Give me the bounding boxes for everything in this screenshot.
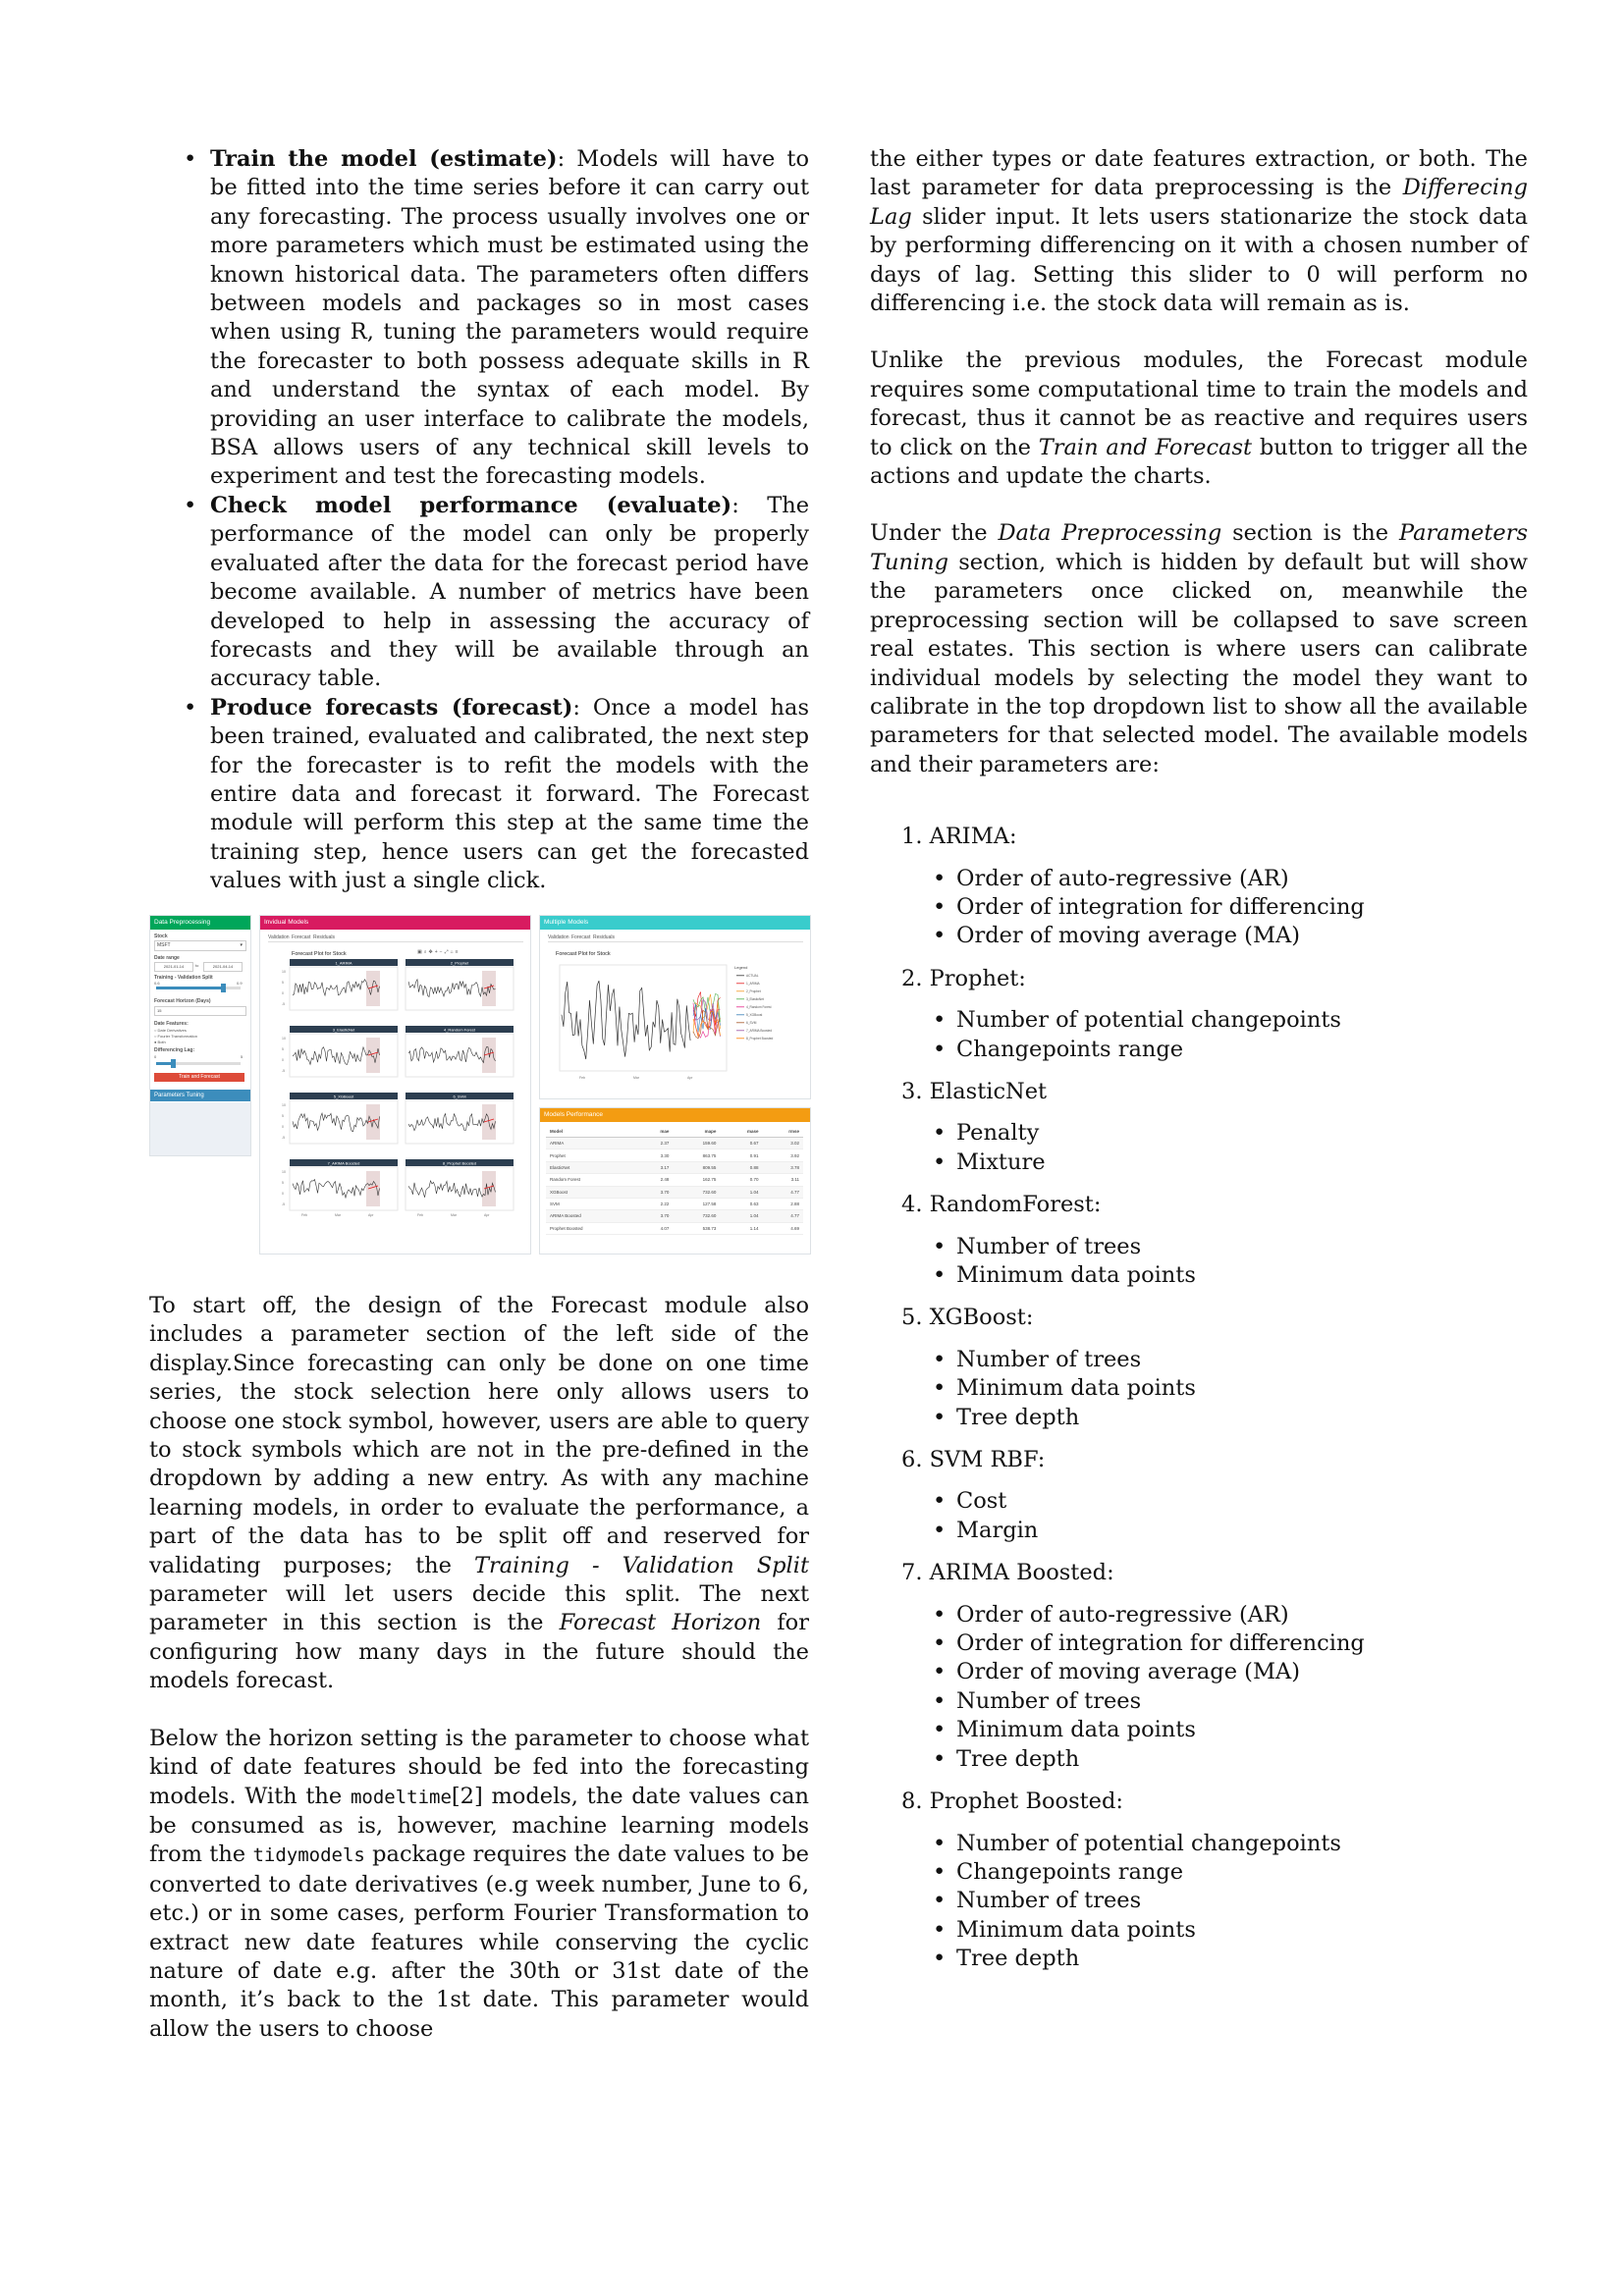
inline-code: tidymodels xyxy=(252,1844,365,1867)
y-tick-label: 5 xyxy=(282,981,284,985)
model-param: • Tree depth xyxy=(956,1945,1528,1973)
model-param: • Minimum data points xyxy=(956,1374,1528,1403)
paragraph-text: Below the horizon setting is the parameter to choose what kind of date features should be fed into the forecasting models. With the xyxy=(149,1725,809,1809)
table-cell: 0.88 xyxy=(720,1161,762,1173)
split-label: Training - Validation Split xyxy=(154,975,213,981)
table-cell: 809.55 xyxy=(673,1161,720,1173)
model-label: 4. RandomForest: xyxy=(901,1192,1102,1218)
autoscale-icon[interactable]: ⤢ xyxy=(444,949,451,955)
parameters-tuning-header[interactable] xyxy=(150,1090,250,1101)
model-param: • Order of moving average (MA) xyxy=(956,922,1528,950)
date-feature-label: Both xyxy=(157,1040,166,1044)
split-max-label: 0.9 xyxy=(237,981,243,986)
tab-validation[interactable]: Validation xyxy=(268,934,290,940)
model-label: 1. ARIMA: xyxy=(901,824,1017,850)
model-param: • Minimum data points xyxy=(956,1916,1528,1945)
model-params-list xyxy=(901,1487,1528,1545)
column-header[interactable]: rmse xyxy=(763,1126,803,1138)
split-slider-handle[interactable] xyxy=(221,984,226,992)
panel-header: Data Preprocessing xyxy=(150,916,250,930)
facet-plot-area xyxy=(406,1100,514,1144)
paragraph xyxy=(870,145,1528,318)
panel-header: Multiple Models xyxy=(540,916,810,930)
table-cell: 162.75 xyxy=(673,1174,720,1186)
paragraph-text: section is the xyxy=(1221,520,1399,547)
model-param: • Penalty xyxy=(956,1119,1528,1148)
date-feature-label: Date Derivatives xyxy=(157,1028,187,1033)
models-performance-panel xyxy=(539,1107,811,1255)
bullet-heading: Produce forecasts (forecast) xyxy=(210,694,573,721)
y-tick-label: 10 xyxy=(282,1037,286,1041)
table-cell: 127.58 xyxy=(673,1198,720,1209)
table-row xyxy=(546,1149,803,1161)
paragraph xyxy=(149,1292,809,1696)
model-param: • Order of auto-regressive (AR) xyxy=(956,1601,1528,1629)
stock-select[interactable] xyxy=(154,940,246,951)
table-cell: 3.30 xyxy=(636,1149,674,1161)
radio-icon: ○ xyxy=(154,1034,158,1039)
stock-label: Stock xyxy=(154,934,168,939)
data-preprocessing-panel xyxy=(149,915,251,1156)
paragraph-text: for configuring how many days in the future should the models forecast. xyxy=(149,1610,809,1694)
table-cell: 1.04 xyxy=(720,1186,762,1198)
facet-label: 2_Prophet xyxy=(450,960,469,966)
table-row xyxy=(546,1186,803,1198)
zoom-in-icon[interactable]: + xyxy=(434,949,440,955)
table-row xyxy=(546,1138,803,1149)
tab-forecast[interactable]: Forecast xyxy=(292,934,311,940)
bullet-text: : The performance of the model can only be properly evaluated after the data for the forecast period have become available. A number of metrics have been developed to help in assessing the accuracy of forecasts and they will be available through an accuracy table. xyxy=(210,492,810,692)
facet-plot-area xyxy=(290,1100,398,1144)
model-param: • Number of potential changepoints xyxy=(956,1830,1528,1858)
table-cell: 538.73 xyxy=(673,1222,720,1234)
panel-header: Invidual Models xyxy=(260,916,530,930)
x-tick-label: Mar xyxy=(633,1076,640,1080)
legend-entry: 1_ARIMA xyxy=(746,982,760,986)
legend-entry: 4_Random Forest xyxy=(746,1005,772,1009)
tab-forecast[interactable]: Forecast xyxy=(571,934,591,940)
table-cell: 3.17 xyxy=(636,1161,674,1173)
x-tick-label: Feb xyxy=(579,1076,586,1080)
differencing-lag-label: Differencing Lag: xyxy=(154,1047,195,1053)
paragraph-text: slider input. It lets users stationarize the stock data by performing differencing on it with a chosen number of days of lag. Setting this slider to 0 will perform no differencing i.e. the stock data will remain as is. xyxy=(870,203,1528,317)
compare-icon[interactable]: ≡ xyxy=(455,949,460,955)
model-label: 2. Prophet: xyxy=(901,965,1026,991)
table-header-row xyxy=(546,1126,803,1138)
radio-icon: ○ xyxy=(154,1028,158,1033)
split-slider-fill xyxy=(156,987,224,989)
legend-entry: ACTUAL xyxy=(746,974,759,978)
model-param: • Order of integration for differencing xyxy=(956,1629,1528,1658)
table-cell: 4.69 xyxy=(763,1222,803,1234)
table-cell: 1.04 xyxy=(720,1210,762,1222)
paragraph xyxy=(149,1725,809,2044)
table-cell: 3.92 xyxy=(763,1149,803,1161)
model-param: • Changepoints range xyxy=(956,1036,1528,1064)
model-item xyxy=(901,1446,1528,1545)
model-param: • Number of potential changepoints xyxy=(956,1006,1528,1035)
multi-model-chart xyxy=(540,959,810,1096)
facet-plot-area xyxy=(406,967,514,1010)
emphasis: Train and Forecast xyxy=(1038,434,1253,460)
table-cell: 0.67 xyxy=(720,1138,762,1149)
model-label: 5. XGBoost: xyxy=(901,1305,1034,1331)
model-param: • Minimum data points xyxy=(956,1716,1528,1744)
model-item xyxy=(901,1078,1528,1177)
facet-plot-area xyxy=(290,1034,398,1077)
table-cell: 159.60 xyxy=(673,1138,720,1149)
model-param: • Number of trees xyxy=(956,1346,1528,1374)
facet-label: 8_Prophet Boosted xyxy=(442,1160,477,1166)
paragraph-text: [2] models, the date values can be consumed as is, however, machine learning models from the xyxy=(149,1783,809,1868)
y-tick-label: 10 xyxy=(282,1170,286,1174)
split-min-label: 0.6 xyxy=(154,981,160,986)
model-param: • Margin xyxy=(956,1517,1528,1545)
sidebar-background xyxy=(150,1102,250,1155)
panel-header: Models Performance xyxy=(540,1108,810,1122)
horizon-label: Forecast Horizon (Days) xyxy=(154,998,211,1004)
facet-label: 1_ARIMA xyxy=(335,960,352,966)
model-item xyxy=(901,1788,1528,1973)
legend-entry: 7_ARIMA Boosted xyxy=(746,1029,773,1033)
table-cell: XGBoost xyxy=(546,1186,636,1198)
list-item xyxy=(210,492,809,694)
paragraph-text: To start off, the design of the Forecast module also includes a parameter section of the left side of the display.Since forecasting can only be done on one time series, the stock selection here only allows users to choose one stock symbol, however, users are able to query to stock symbols which are not in the pre-defined in the dropdown by adding a new entry. As with any machine learning models, in order to evaluate the performance, a part of the data has to be split off and reserved for validating purposes; the xyxy=(149,1293,809,1578)
emphasis: Differecing Lag xyxy=(870,175,1528,230)
table-row xyxy=(546,1161,803,1173)
paragraph-text: Under the xyxy=(870,520,999,547)
column-header[interactable]: mape xyxy=(673,1126,720,1138)
left-column-top xyxy=(149,145,809,896)
table-cell: 3.11 xyxy=(763,1174,803,1186)
legend-entry: 8_Prophet Boosted xyxy=(746,1037,774,1041)
paragraph-text: Unlike the previous modules, the Forecast module requires some computational time to train the models and forecast, thus it cannot be as reactive and requires users to click on the xyxy=(870,347,1528,460)
bullet-text: : Models will have to be fitted into the time series before it can carry out any forecasting. The process usually involves one or more parameters which must be estimated using the known historical data. The parameters often differs between models and packages so in most cases when using R, tuning the parameters would require the forecaster to both possess adequate skills in R and understand the syntax of each model. By providing an user interface to calibrate the models, BSA allows users of any technical skill levels to experiment and test the forecasting models. xyxy=(210,146,809,490)
model-param: • Tree depth xyxy=(956,1745,1528,1774)
facet-label: 6_SVM xyxy=(453,1094,466,1099)
performance-table xyxy=(546,1126,803,1235)
pan-icon[interactable]: ✥ xyxy=(428,949,435,955)
workflow-steps-list xyxy=(149,145,809,896)
model-param: • Changepoints range xyxy=(956,1858,1528,1887)
x-tick-label: Feb xyxy=(417,1213,424,1217)
model-param: • Order of integration for differencing xyxy=(956,893,1528,922)
home-icon[interactable]: ⌂ xyxy=(450,949,456,955)
list-item xyxy=(210,145,809,492)
y-tick-label: 5 xyxy=(282,1047,284,1051)
table-cell: 4.77 xyxy=(763,1186,803,1198)
date-feature-option[interactable] xyxy=(154,1040,166,1045)
split-slider[interactable] xyxy=(156,987,241,989)
table-cell: 4.77 xyxy=(763,1210,803,1222)
left-column-bottom xyxy=(149,1292,809,2072)
model-param: • Mixture xyxy=(956,1148,1528,1177)
radio-selected-icon: ● xyxy=(154,1040,158,1044)
date-from-input[interactable] xyxy=(154,962,193,972)
table-cell: 2.88 xyxy=(763,1198,803,1209)
model-params-list xyxy=(901,1346,1528,1432)
model-item xyxy=(901,965,1528,1064)
paragraph xyxy=(870,519,1528,779)
table-cell: Prophet xyxy=(546,1149,636,1161)
bullet-heading: Check model performance (evaluate) xyxy=(210,492,732,518)
tab-residuals[interactable]: Residuals xyxy=(313,934,335,940)
table-cell: 3.70 xyxy=(636,1186,674,1198)
date-separator: to xyxy=(195,963,199,968)
model-params-list xyxy=(901,1233,1528,1291)
y-tick-label: -5 xyxy=(282,1002,286,1006)
legend-entry: 3_ElasticNet xyxy=(746,997,764,1001)
models-list xyxy=(870,823,1528,1973)
table-row xyxy=(546,1174,803,1186)
table-row xyxy=(546,1222,803,1234)
y-tick-label: 0 xyxy=(282,1125,284,1129)
chart-title: Forecast Plot for Stock xyxy=(292,951,347,957)
table-row xyxy=(546,1198,803,1209)
tab-bar xyxy=(548,934,803,942)
legend-title: Legend xyxy=(734,965,748,970)
model-label: 8. Prophet Boosted: xyxy=(901,1789,1123,1815)
model-params-list xyxy=(901,1006,1528,1064)
x-tick-label: Mar xyxy=(335,1213,342,1217)
table-cell: 3.78 xyxy=(763,1161,803,1173)
lag-max-label: 5 xyxy=(241,1054,244,1059)
y-tick-label: 10 xyxy=(282,1103,286,1107)
table-cell: 0.91 xyxy=(720,1149,762,1161)
y-tick-label: 5 xyxy=(282,1181,284,1185)
tab-validation[interactable]: Validation xyxy=(548,934,569,940)
date-from-value: 2021-01-14 xyxy=(163,964,185,969)
model-params-list xyxy=(901,1830,1528,1974)
right-column xyxy=(870,145,1528,1988)
emphasis: Parameters Tuning xyxy=(870,520,1528,575)
model-param: • Number of trees xyxy=(956,1233,1528,1261)
model-params-list xyxy=(901,865,1528,951)
table-cell: 863.75 xyxy=(673,1149,720,1161)
paragraph-text: the either types or date features extraction, or both. The last parameter for data preprocessing is the xyxy=(870,146,1528,201)
model-item xyxy=(901,1304,1528,1432)
y-tick-label: 0 xyxy=(282,1192,284,1196)
model-label: 7. ARIMA Boosted: xyxy=(901,1560,1114,1586)
y-tick-label: 0 xyxy=(282,991,284,995)
x-tick-label: Apr xyxy=(368,1213,374,1217)
tab-residuals[interactable]: Residuals xyxy=(593,934,615,940)
paragraph xyxy=(870,347,1528,491)
lag-slider[interactable] xyxy=(156,1062,241,1065)
tuning-label: Parameters Tuning xyxy=(154,1093,204,1098)
x-tick-label: Mar xyxy=(451,1213,458,1217)
paragraph-text: package requires the date values to be converted to date derivatives (e.g week number, June to 6, etc.) or in some cases, perform Fourier Transformation to extract new date features while conserving the cyclic nature of date e.g. after the 30th or 31st date of the month, it’s back to the 1st date. This parameter would allow the users to choose xyxy=(149,1842,809,2042)
lag-slider-handle[interactable] xyxy=(171,1059,176,1068)
x-tick-label: Apr xyxy=(687,1076,693,1080)
table-cell: 2.48 xyxy=(636,1174,674,1186)
date-range-label: Date range xyxy=(154,955,180,961)
y-tick-label: 0 xyxy=(282,1058,284,1062)
emphasis: Data Preprocessing xyxy=(998,520,1222,547)
model-params-list xyxy=(901,1601,1528,1774)
table-cell: 732.60 xyxy=(673,1210,720,1222)
legend-entry: 5_XGBoost xyxy=(746,1013,763,1017)
legend-entry: 2_Prophet xyxy=(746,989,761,993)
model-param: • Order of moving average (MA) xyxy=(956,1658,1528,1686)
facet-label: 4_Random Forest xyxy=(443,1027,476,1033)
column-header[interactable]: mase xyxy=(720,1126,762,1138)
train-and-forecast-button[interactable] xyxy=(154,1073,244,1082)
date-to-input[interactable] xyxy=(203,962,243,972)
x-tick-label: Feb xyxy=(301,1213,308,1217)
button-label: Train and Forecast xyxy=(179,1074,220,1080)
model-param: • Order of auto-regressive (AR) xyxy=(956,865,1528,893)
tab-bar xyxy=(268,934,523,942)
table-cell: SVM xyxy=(546,1198,636,1209)
date-features-label: Date Features: xyxy=(154,1021,189,1027)
camera-icon[interactable]: ▣ xyxy=(417,949,424,955)
stock-select-value: MSFT xyxy=(157,942,171,948)
date-to-value: 2021-04-14 xyxy=(212,964,234,969)
bullet-text: : Once a model has been trained, evaluated and calibrated, the next step for the forecaster is to refit the models with the entire data and forecast it forward. The Forecast module will perform this step at the same time the training step, hence users can get the forecasted values with just a single click. xyxy=(210,694,809,894)
table-cell: ARIMA Boosted xyxy=(546,1210,636,1222)
y-tick-label: -5 xyxy=(282,1136,286,1140)
horizon-input[interactable] xyxy=(154,1006,246,1016)
facet-label: 5_XGBoost xyxy=(333,1094,354,1099)
table-cell: 3.02 xyxy=(763,1138,803,1149)
column-header[interactable]: mae xyxy=(636,1126,674,1138)
plot-toolbar[interactable] xyxy=(417,949,460,955)
table-cell: 2.22 xyxy=(636,1198,674,1209)
facet-plot-area xyxy=(290,967,398,1010)
table-cell: 0.70 xyxy=(720,1174,762,1186)
y-tick-label: -5 xyxy=(282,1069,286,1073)
chart-title: Forecast Plot for Stock xyxy=(556,951,611,957)
paragraph-text: section, which is hidden by default but will show the parameters once clicked on, meanwhile the preprocessing section will be collapsed to save screen real estates. This section is where users can calibrate individual models by selecting the model they want to calibrate in the top dropdown list to show all the available parameters for that selected model. The available models and their parameters are: xyxy=(870,549,1528,777)
table-cell: 4.07 xyxy=(636,1222,674,1234)
zoom-icon[interactable]: ⌕ xyxy=(423,949,429,955)
table-cell: 0.63 xyxy=(720,1198,762,1209)
facet-label: 3_ElasticNet xyxy=(332,1027,355,1033)
facet-plot-area xyxy=(290,1167,398,1210)
model-item xyxy=(901,823,1528,951)
chevron-down-icon: ▾ xyxy=(240,942,243,948)
table-cell: Prophet Boosted xyxy=(546,1222,636,1234)
model-label: 6. SVM RBF: xyxy=(901,1447,1046,1473)
table-row xyxy=(546,1210,803,1222)
y-tick-label: -5 xyxy=(282,1202,286,1206)
model-param: • Tree depth xyxy=(956,1404,1528,1432)
model-param: • Minimum data points xyxy=(956,1261,1528,1290)
column-header[interactable]: Model xyxy=(546,1126,636,1138)
model-param: • Number of trees xyxy=(956,1687,1528,1716)
inline-code: modeltime xyxy=(350,1786,452,1808)
table-cell: ARIMA xyxy=(546,1138,636,1149)
model-param: • Number of trees xyxy=(956,1887,1528,1915)
model-item xyxy=(901,1191,1528,1290)
paragraph-text: button to trigger all the actions and update the charts. xyxy=(870,434,1528,490)
x-tick-label: Apr xyxy=(484,1213,490,1217)
model-item xyxy=(901,1559,1528,1774)
y-tick-label: 10 xyxy=(282,970,286,974)
date-feature-label: Fourier Transformation xyxy=(157,1034,197,1039)
lag-min-label: 0 xyxy=(154,1054,157,1059)
facet-grid-chart xyxy=(260,959,530,1254)
individual-models-panel xyxy=(259,915,531,1255)
model-param: • Cost xyxy=(956,1487,1528,1516)
emphasis: Forecast Horizon xyxy=(559,1610,762,1636)
table-cell: 2.37 xyxy=(636,1138,674,1149)
zoom-out-icon[interactable]: − xyxy=(439,949,445,955)
bullet-heading: Train the model (estimate) xyxy=(210,146,558,172)
list-item xyxy=(210,694,809,896)
multiple-models-panel xyxy=(539,915,811,1099)
paragraph-text: parameter will let users decide this split. The next parameter in this section is the xyxy=(149,1581,809,1636)
model-label: 3. ElasticNet xyxy=(901,1078,1048,1104)
forecast-module-screenshot xyxy=(149,915,809,1255)
model-params-list xyxy=(901,1119,1528,1177)
table-cell: 1.14 xyxy=(720,1222,762,1234)
legend-entry: 6_SVM xyxy=(746,1021,757,1025)
table-cell: 732.60 xyxy=(673,1186,720,1198)
y-tick-label: 5 xyxy=(282,1114,284,1118)
emphasis: Training - Validation Split xyxy=(474,1552,809,1578)
table-cell: Random Forest xyxy=(546,1174,636,1186)
horizon-value: 15 xyxy=(157,1008,162,1013)
facet-label: 7_ARIMA Boosted xyxy=(327,1160,360,1166)
table-cell: ElasticNet xyxy=(546,1161,636,1173)
table-cell: 3.70 xyxy=(636,1210,674,1222)
